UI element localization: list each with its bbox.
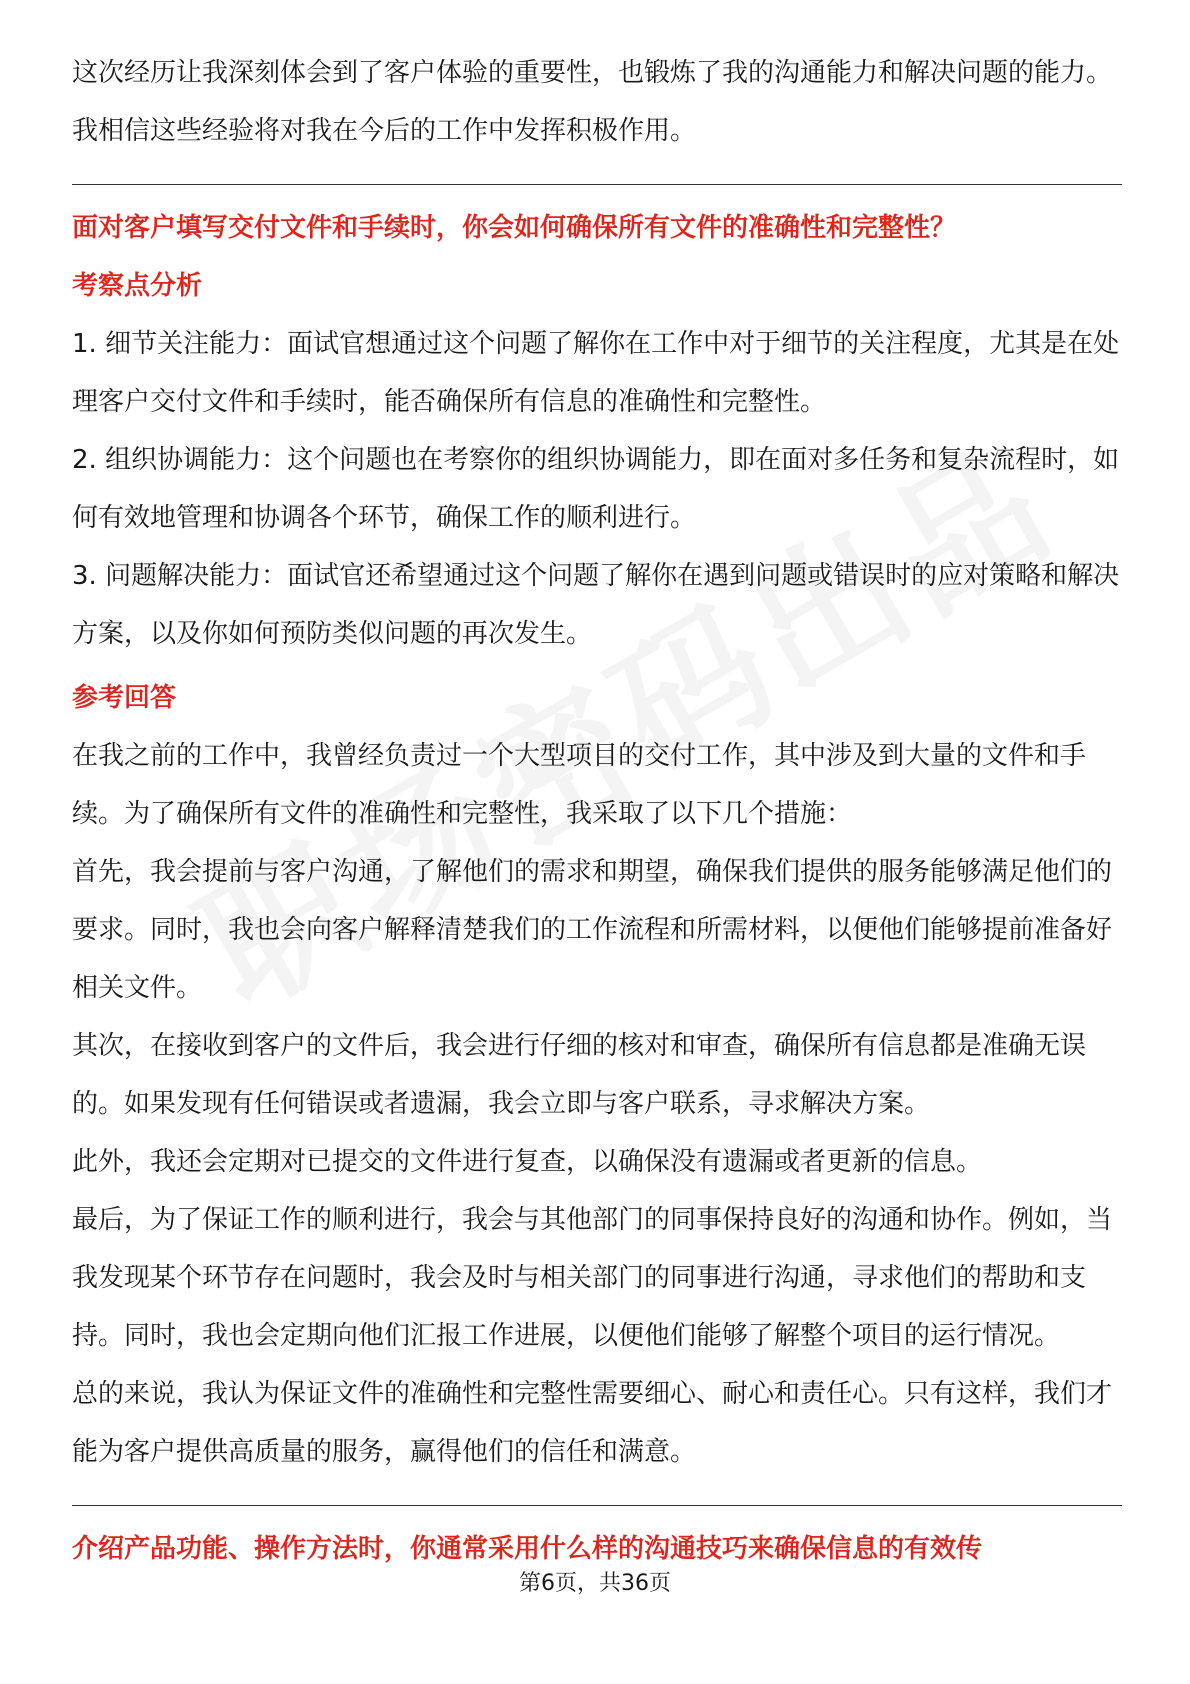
- analysis-item: 3. 问题解决能力：面试官还希望通过这个问题了解你在遇到问题或错误时的应对策略和解决方案，以及你如何预防类似问题的再次发生。: [72, 561, 1120, 649]
- answer-paragraph: 在我之前的工作中，我曾经负责过一个大型项目的交付工作，其中涉及到大量的文件和手续。为了确保所有文件的准确性和完整性，我采取了以下几个措施：: [72, 741, 1087, 829]
- section-divider: [72, 184, 1122, 185]
- answer-paragraph: 首先，我会提前与客户沟通，了解他们的需求和期望，确保我们提供的服务能够满足他们的要求。同时，我也会向客户解释清楚我们的工作流程和所需材料，以便他们能够提前准备好相关文件。: [72, 857, 1113, 1003]
- section-divider: [72, 1505, 1122, 1506]
- answer-paragraph: 最后，为了保证工作的顺利进行，我会与其他部门的同事保持良好的沟通和协作。例如，当我发现某个环节存在问题时，我会及时与相关部门的同事进行沟通，寻求他们的帮助和支持。同时，我也会定期向他们汇报工作进展，以便他们能够了解整个项目的运行情况。: [72, 1205, 1113, 1351]
- document-body: [72, 44, 1122, 1578]
- next-question-heading: 介绍产品功能、操作方法时，你通常采用什么样的沟通技巧来确保信息的有效传: [72, 1534, 983, 1564]
- analysis-item: 1. 细节关注能力：面试官想通过这个问题了解你在工作中对于细节的关注程度，尤其是在处理客户交付文件和手续时，能否确保所有信息的准确性和完整性。: [72, 329, 1120, 417]
- answer-title: 参考回答: [72, 683, 177, 713]
- page-footer: 第6页，共36页: [519, 1571, 671, 1596]
- answer-paragraph: 此外，我还会定期对已提交的文件进行复查，以确保没有遗漏或者更新的信息。: [72, 1147, 983, 1177]
- analysis-item: 2. 组织协调能力：这个问题也在考察你的组织协调能力，即在面对多任务和复杂流程时，如何有效地管理和协调各个环节，确保工作的顺利进行。: [72, 445, 1120, 533]
- answer-paragraph: 总的来说，我认为保证文件的准确性和完整性需要细心、耐心和责任心。只有这样，我们才能为客户提供高质量的服务，赢得他们的信任和满意。: [72, 1379, 1113, 1467]
- question-heading: 面对客户填写交付文件和手续时，你会如何确保所有文件的准确性和完整性？: [72, 213, 957, 243]
- intro-paragraph: 这次经历让我深刻体会到了客户体验的重要性，也锻炼了我的沟通能力和解决问题的能力。我相信这些经验将对我在今后的工作中发挥积极作用。: [72, 58, 1113, 146]
- analysis-title: 考察点分析: [72, 271, 203, 301]
- answer-paragraph: 其次，在接收到客户的文件后，我会进行仔细的核对和审查，确保所有信息都是准确无误的。如果发现有任何错误或者遗漏，我会立即与客户联系，寻求解决方案。: [72, 1031, 1087, 1119]
